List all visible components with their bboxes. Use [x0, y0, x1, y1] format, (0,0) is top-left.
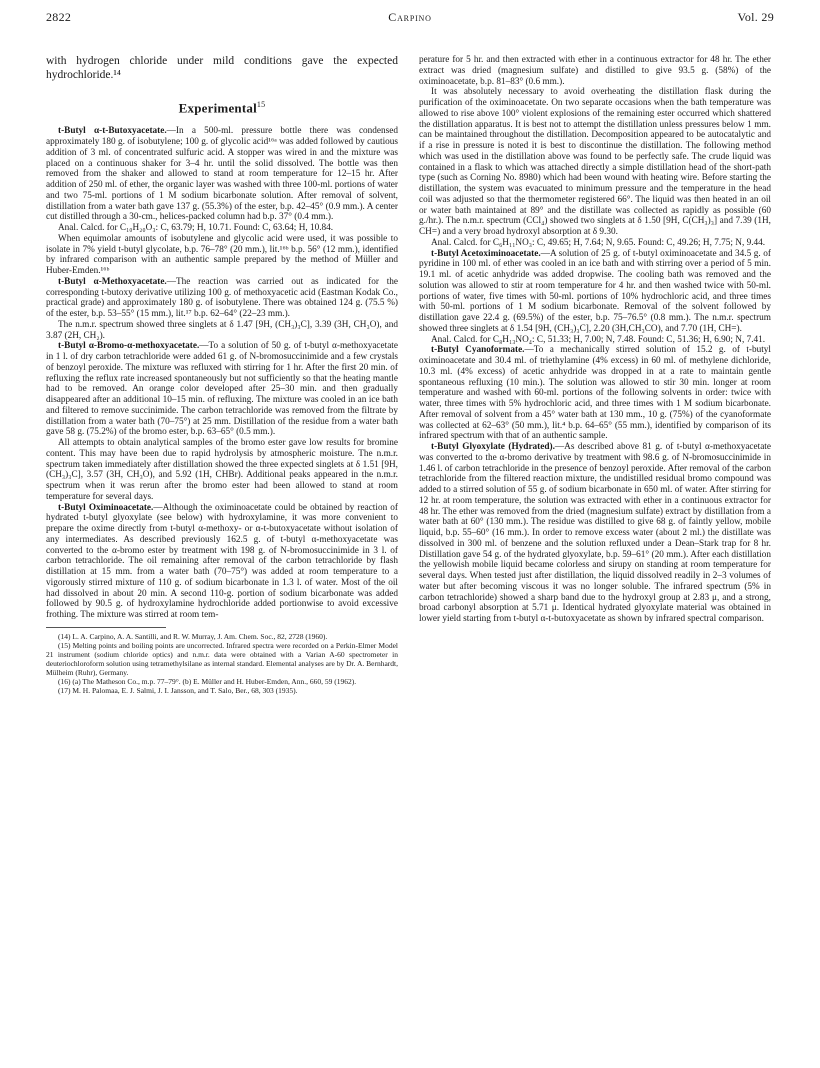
section-heading-text: Experimental [178, 100, 257, 116]
paragraph-text: Anal. Calcd. for C₁₀H₂₀O₃: C, 63.79; H, 10.71. Found: C, 63.64; H, 10.84. [58, 223, 334, 234]
footnote: (16) (a) The Matheson Co., m.p. 77–79°. (b) E. Müller and H. Huber-Emden, Ann., 660, 59 (1962). [58, 676, 357, 686]
paragraph [419, 55, 771, 87]
paragraph [419, 87, 771, 238]
paragraph-text: All attempts to obtain analytical samples of the bromo ester gave low results for bromine content. This may have been due to rapid hydrolysis by atmospheric moisture. The n.m.r. spectrum taken immediately after distillation showed the three expected singlets at δ 1.51 [9H,(CH₃)₃C], 3.57 (3H, CH₃O), and 5.92 (1H, CHBr). Additional peaks appeared in the n.m.r. spectrum when it was rerun after the bromo ester had been allowed to stand at room temperature for several days. [46, 438, 398, 502]
paragraph-text: The n.m.r. spectrum showed three singlets at δ 1.47 [9H, (CH₃)₃C], 3.39 (3H, CH₃O), and 3.87 (2H, CH₂). [46, 319, 398, 341]
paragraph-text: —To a solution of 50 g. of t-butyl α-methoxyacetate in 1 l. of dry carbon tetrachloride were added 61 g. of N-bromosuccinimide and a few crystals of benzoyl peroxide. The mixture was refluxed with stirring for 1 hr. After the first 20 min. of refluxing the reflux rate increased spontaneously but not sufficiently so that the heating mantle had to be removed. An orange color developed after 25–30 min. and then gradually disappeared after an additional 10–15 min. of refluxing. The mixture was cooled in an ice bath and filtered to remove succinimide. The carbon tetrachloride was removed from the filtrate by distillation from a water bath (70–75°) at 25 mm. Distillation of the residue from a water bath gave 58 g. (75.2%) of the bromo ester, b.p. 63–65° (0.5 mm.). [46, 341, 398, 438]
paragraph [419, 345, 771, 442]
paragraph-text: It was absolutely necessary to avoid overheating the distillation flask during the purification of the oximinoacetate. On two separate occasions when the bath temperature was allowed to rise above 100° violent explosions of the remaining ester occurred which shattered the distillation apparatus. It is best not to attempt the distillation unless pressures below 1 mm. can be maintained throughout the distillation. Decomposition appeared to be autocatalytic and if a rise in pressure is noted it is best to discontinue the distillation. The following method which was used in the distillation above was found to be perfectly safe. The crude liquid was contained in a flask to which was attached directly a simple distillation head of the short-path type (such as Corning No. 8980) which had been wound with heating wire. Before starting the distillation, the system was evacuated to minimum pressure and the temperature in the head coil was adjusted so that the thermometer registered 66°. The liquid was then heated in an oil or water bath maintained at 89° and the distillate was collected as rapidly as possible (60 g./hr.). The n.m.r. spectrum (CCl₄) showed two singlets at δ 1.50 [9H, C(CH₃)₃] and 7.39 (1H, CH=) and a very broad hydroxyl absorption at δ 9.30. [419, 87, 771, 237]
paragraph-text: When equimolar amounts of isobutylene and glycolic acid were used, it was possible to isolate in 7% yield t-butyl glycolate, b.p. 76–78° (20 mm.), lit.¹⁶ᵇ b.p. 56° (12 mm.), identified by infrared comparison with an authentic sample prepared by the method of Müller and Huber-Emden.¹⁶ᵇ [46, 233, 398, 277]
paragraph [419, 335, 771, 346]
paragraph [46, 503, 398, 621]
paragraph-text: Anal. Calcd. for C₆H₁₁NO₃: C, 49.65; H, 7.64; N, 9.65. Found: C, 49.26; H, 7.75; N, 9.44. [431, 237, 766, 248]
paragraph [419, 249, 771, 335]
paragraph-text: —As described above 81 g. of t-butyl α-methoxyacetate was converted to the α-bromo derivative by treatment with 98.6 g. of N-bromosuccinimide in 1.46 l. of carbon tetrachloride in the presence of benzoyl peroxide. After removal of the carbon tetrachloride from the filtered reaction mixture, the undistilled residual bromo compound was added to a stirred solution of 55 g. of sodium bicarbonate in 650 ml. of water. After stirring for 12 hr. at room temperature, the solution was extracted with ether in a continuous extractor for 48 hr. The ether was removed from the dried (magnesium sulfate) extract by distillation from a water bath at 60° (130 mm.). The residue was distilled to give 68 g. of faintly yellow, mobile liquid, b.p. 55–60° (16 mm.). In order to remove excess water (about 2 ml.) the distillate was dissolved in 300 ml. of benzene and the solution refluxed under a Dean–Stark trap for 8 hr. Distillation gave 54 g. of the hydrated glyoxylate, b.p. 59–61° (20 mm.). After each distillation the yellowish mobile liquid became colorless and sirupy on standing at room temperature for several days. When tested just after distillation, the liquid dissolved readily in 2–3 volumes of water but after becoming viscous it was no longer soluble. The infrared spectrum (5% in carbon tetrachloride) showed a sharp band due to the hydroxyl group at 2.83 μ, and a strong, broad carbonyl absorption at 5.71 μ. Identical hydrated glyoxylate material was obtained in lower yield starting from t-butyl α-t-butoxyacetate as shown by infrared spectral comparison. [419, 442, 771, 624]
paragraph [46, 234, 398, 277]
footnotes [46, 632, 398, 695]
paragraph-runhead: t-Butyl α-Bromo-α-methoxyacetate. [58, 341, 200, 352]
running-head-author: Carpino [388, 10, 432, 24]
section-heading-experimental [46, 100, 398, 116]
paragraph [46, 277, 398, 320]
paragraph-text: —Although the oximinoacetate could be obtained by reaction of hydrated t-butyl glyoxylate (see below) with hydroxylamine, it was more convenient to prepare the oxime directly from t-butyl α-methoxy- or α-t-butoxyacetate without isolation of any intermediates. As described previously 162.5 g. of t-butyl α-methoxyacetate was converted to the α-bromo ester by treatment with 198 g. of N-bromosuccinimide in 3 l. of carbon tetrachloride. The oil remaining after removal of the carbon tetrachloride by flash distillation at 15 mm. from a water bath (70–75°) was added at room temperature to a vigorously stirred mixture of 110 g. of sodium bicarbonate in 1.3 l. of water. Most of the oil had dissolved in about 20 min. A second 110-g. portion of sodium bicarbonate was added followed by 90.5 g. of hydroxylamine hydrochloride added portionwise to avoid excessive frothing. The mixture was stirred at room tem- [46, 502, 398, 621]
paragraph-runhead: t-Butyl Glyoxylate (Hydrated). [431, 442, 555, 452]
volume-number: Vol. 29 [737, 10, 774, 24]
paragraph-runhead: t-Butyl α-t-Butoxyacetate. [58, 126, 167, 137]
paragraph-runhead: t-Butyl Acetoximinoacetate. [431, 248, 541, 259]
paragraph [419, 442, 771, 625]
paragraph-text: —In a 500-ml. pressure bottle there was condensed approximately 180 g. of isobutylene; 100 g. of glycolic acid¹⁶ᵃ was added followed by cautious addition of 3 ml. of concentrated sulfuric acid. A stopper was wired in and the mixture was placed on a continuous shaker for 3–4 hr. until the solid dissolved. The bottle was then removed from the shaker and allowed to stand at room temperature for 12–15 hr. After addition of 250 ml. of ether, the organic layer was washed with three 100-ml. portions of water and two 75-ml. portions of 1 M sodium bicarbonate solution. After removal of solvent, distillation from a water bath gave 137 g. (55.3%) of the ester, b.p. 42–45° (0.9 mm.). A center cut distilled through a 30-cm., helices-packed column had b.p. 37° (0.4 mm.). [46, 126, 398, 223]
paragraph [46, 341, 398, 438]
paragraph [46, 126, 398, 223]
paragraph [46, 320, 398, 342]
paragraph-text: perature for 5 hr. and then extracted with ether in a continuous extractor for 48 hr. The ether extract was dried (magnesium sulfate) and distilled to give 93.5 g. (58%) of the oximinoacetate, b.p. 81–83° (0.6 mm.). [419, 55, 771, 87]
left-column [46, 55, 398, 1060]
paragraph [46, 438, 398, 503]
left-paragraphs [46, 126, 398, 621]
paragraph-text: —To a mechanically stirred solution of 15.2 g. of t-butyl oximinoacetate and 30.4 ml. of triethylamine (4% excess) in 60 ml. of methylene dichloride, 10.3 ml. (4% excess) of acetic anhydride was dropped in at a rate to maintain gentle spontaneous refluxing (10 min.). The solution was allowed to stir 30 min. longer at room temperature and washed with 60-ml. portions of the following solvents in order: twice with water, three times with 5% hydrochloric acid, and three times with 1 M sodium bicarbonate. After removal of solvent from a 45° water bath at 130 mm., 10 g. (75%) of the cyanoformate was collected at 62–63° (50 mm.), lit.⁴ b.p. 64–65° (55 mm.), identified by comparison of its infrared spectrum with that of an authentic sample. [419, 345, 771, 442]
footnote: (17) M. H. Palomaa, E. J. Salmi, J. I. Jansson, and T. Salo, Ber., 68, 303 (1935). [58, 685, 298, 695]
right-paragraphs [419, 55, 771, 625]
right-column [419, 55, 771, 1060]
footnote: (15) Melting points and boiling points are uncorrected. Infrared spectra were recorded on a Perkin-Elmer Model 21 instrument (sodium chloride optics) and n.m.r. data were obtained with a Varian A-60 spectrometer in deuteriochloroform solution using tetramethylsilane as internal standard. Elemental analyses are by Dr. A. Bernhardt, Mülheim (Ruhr), Germany. [46, 640, 398, 677]
section-heading-ref: 15 [256, 100, 266, 109]
paragraph-runhead: t-Butyl α-Methoxyacetate. [58, 276, 167, 287]
paragraph-text: —A solution of 25 g. of t-butyl oximinoacetate and 34.5 g. of pyridine in 100 ml. of ether was cooled in an ice bath and with stirring over a period of 5 min. 19.1 ml. of acetic anhydride was added dropwise. The cooling bath was removed and the solution was allowed to stir at room temperature for 4 hr. and then washed twice with 50-ml. portions of water, five times with 50-ml. portions of 10% hydrochloric acid, and three times with 50-ml. portions of 1 M sodium bicarbonate. Removal of the solvent followed by distillation gave 22.4 g. (69.5%) of the ester, b.p. 75–76.5° (0.8 mm.). The n.m.r. spectrum showed three singlets at δ 1.54 [9H, (CH₃)₃C], 2.20 (3H,CH₃CO), and 7.70 (1H, CH=). [419, 248, 771, 334]
footnote: (14) L. A. Carpino, A. A. Santilli, and R. W. Murray, J. Am. Chem. Soc., 82, 2728 (1960). [58, 631, 328, 641]
paragraph [419, 238, 771, 249]
paragraph-runhead: t-Butyl Oximinoacetate. [58, 502, 154, 513]
page-number: 2822 [46, 10, 72, 24]
running-head [46, 10, 774, 30]
paragraph-text: Anal. Calcd. for C₈H₁₃NO₄: C, 51.33; H, 7.00; N, 7.48. Found: C, 51.36; H, 6.90; N, 7.41. [431, 334, 766, 345]
paragraph-runhead: t-Butyl Cyanoformate. [431, 345, 525, 356]
footnote-divider [46, 627, 166, 628]
paragraph-text: —The reaction was carried out as indicated for the corresponding t-butoxy derivative utilizing 100 g. of methoxyacetic acid (Eastman Kodak Co., practical grade) and approximately 180 g. of isobutylene. There was obtained 124 g. (75.5 %) of the ester, b.p. 53–55° (15 mm.), lit.¹⁷ b.p. 62–64° (22–23 mm.). [46, 276, 398, 320]
paragraph [46, 223, 398, 234]
lead-paragraph: with hydrogen chloride under mild conditions gave the expected hydrochloride.¹⁴ [46, 55, 398, 81]
